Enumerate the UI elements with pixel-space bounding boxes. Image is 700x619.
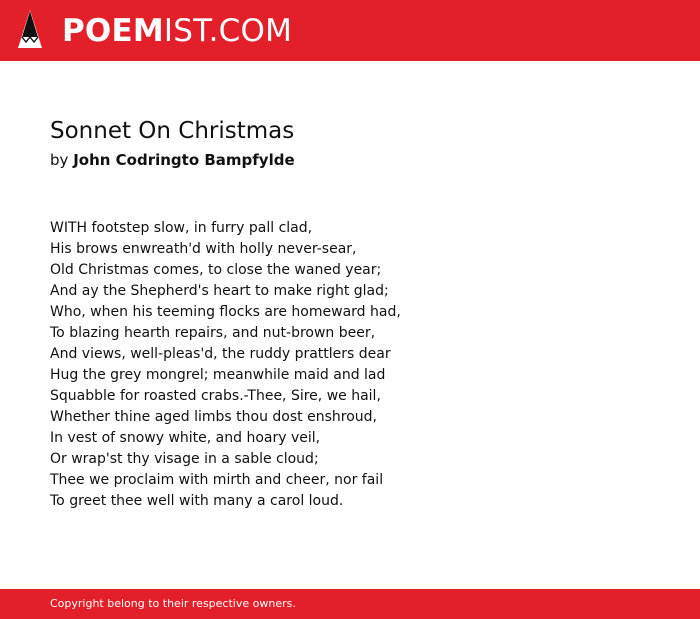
poem-line: To greet thee well with many a carol loud.	[50, 493, 344, 509]
poem-line: And views, well-pleas'd, the ruddy prattlers dear	[50, 346, 391, 362]
poem-line: Or wrap'st thy visage in a sable cloud;	[50, 451, 319, 467]
poem-line: In vest of snowy white, and hoary veil,	[50, 430, 321, 446]
poem-line: And ay the Shepherd's heart to make right glad;	[50, 283, 389, 299]
poem-header	[50, 110, 650, 169]
poem-line: Whether thine aged limbs thou dost enshroud,	[50, 409, 377, 425]
poem-title: Sonnet On Christmas	[50, 118, 295, 144]
poem-line: Hug the grey mongrel; meanwhile maid and lad	[50, 367, 386, 383]
poem-line: His brows enwreath'd with holly never-sear,	[50, 241, 357, 257]
site-logo[interactable]	[62, 11, 292, 51]
logo-text-strong: POEM	[62, 13, 164, 49]
poem-line: To blazing hearth repairs, and nut-brown beer,	[50, 325, 376, 341]
poem-line: Who, when his teeming flocks are homeward had,	[50, 304, 401, 320]
poem-line: Old Christmas comes, to close the waned year;	[50, 262, 382, 278]
by-label: by	[50, 151, 69, 169]
poem-line: Squabble for roasted crabs.-Thee, Sire, we hail,	[50, 388, 381, 404]
byline	[50, 152, 650, 169]
poem-body	[50, 218, 610, 512]
pen-nib-icon[interactable]	[17, 9, 43, 51]
logo-text-light: IST.COM	[163, 13, 293, 49]
site-footer	[0, 589, 700, 619]
poem-line: Thee we proclaim with mirth and cheer, nor fail	[50, 472, 384, 488]
copyright-notice: Copyright belong to their respective owners.	[50, 597, 296, 610]
poem-line: WITH footstep slow, in furry pall clad,	[50, 220, 313, 236]
site-header	[0, 0, 700, 61]
author-name: John Codringto Bampfylde	[73, 151, 295, 169]
